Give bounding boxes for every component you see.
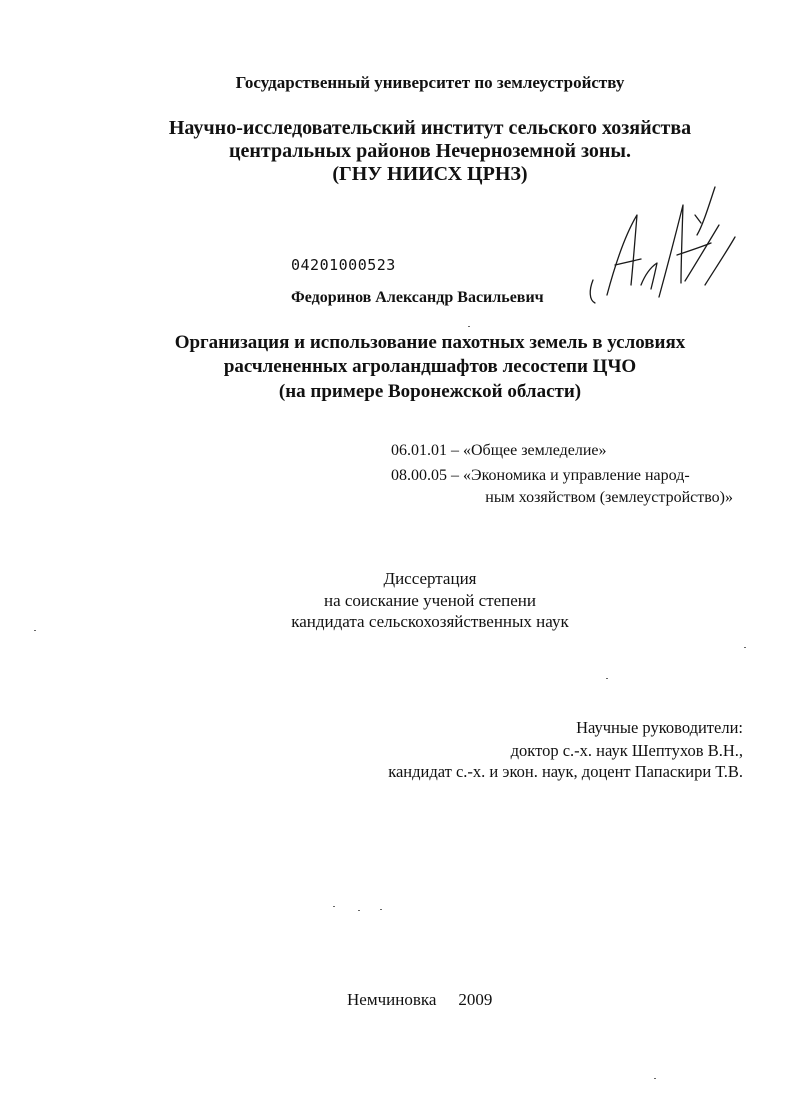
scan-speck [358, 910, 360, 911]
scan-speck [34, 630, 36, 631]
degree-purpose: на соискание ученой степени [323, 591, 537, 610]
scan-speck [744, 647, 746, 648]
handwritten-signature [585, 185, 745, 315]
specialty-line3: ным хозяйством (землеустройство)» [485, 489, 733, 506]
registration-code: 04201000523 [291, 256, 396, 274]
degree-name: кандидата сельскохозяйственных наук [291, 612, 569, 631]
author-name: Федоринов Александр Васильевич [291, 289, 544, 306]
supervisor-2: кандидат с.-х. и экон. наук, доцент Папаскири Т.В. [388, 762, 743, 781]
specialty-line2: 08.00.05 – «Экономика и управление народ- [391, 467, 690, 484]
university-name: Государственный университет по землеустройству [235, 73, 625, 92]
supervisors-heading: Научные руководители: [576, 718, 743, 737]
place-and-year [347, 991, 492, 1008]
institute-name-line2: центральных районов Нечерноземной зоны. [228, 140, 632, 162]
dissertation-title-line1: Организация и использование пахотных земель в условиях [174, 332, 686, 353]
scan-speck [380, 909, 382, 910]
scan-speck [468, 326, 470, 327]
supervisor-1: доктор с.-х. наук Шептухов В.Н., [510, 741, 743, 760]
scan-speck [333, 906, 335, 907]
dissertation-label: Диссертация [383, 569, 477, 588]
scan-speck [654, 1078, 656, 1079]
dissertation-title-line2: расчлененных агроландшафтов лесостепи ЦЧО [223, 356, 637, 377]
scan-speck [606, 678, 608, 679]
year: 2009 [458, 990, 493, 1009]
specialty-line1: 06.01.01 – «Общее земледелие» [391, 442, 607, 459]
institute-name-line1: Научно-исследовательский институт сельского хозяйства [168, 117, 692, 139]
dissertation-title-line3: (на примере Воронежской области) [278, 381, 582, 402]
place-name: Немчиновка [347, 990, 437, 1009]
institute-abbreviation: (ГНУ НИИСХ ЦРНЗ) [332, 163, 528, 185]
